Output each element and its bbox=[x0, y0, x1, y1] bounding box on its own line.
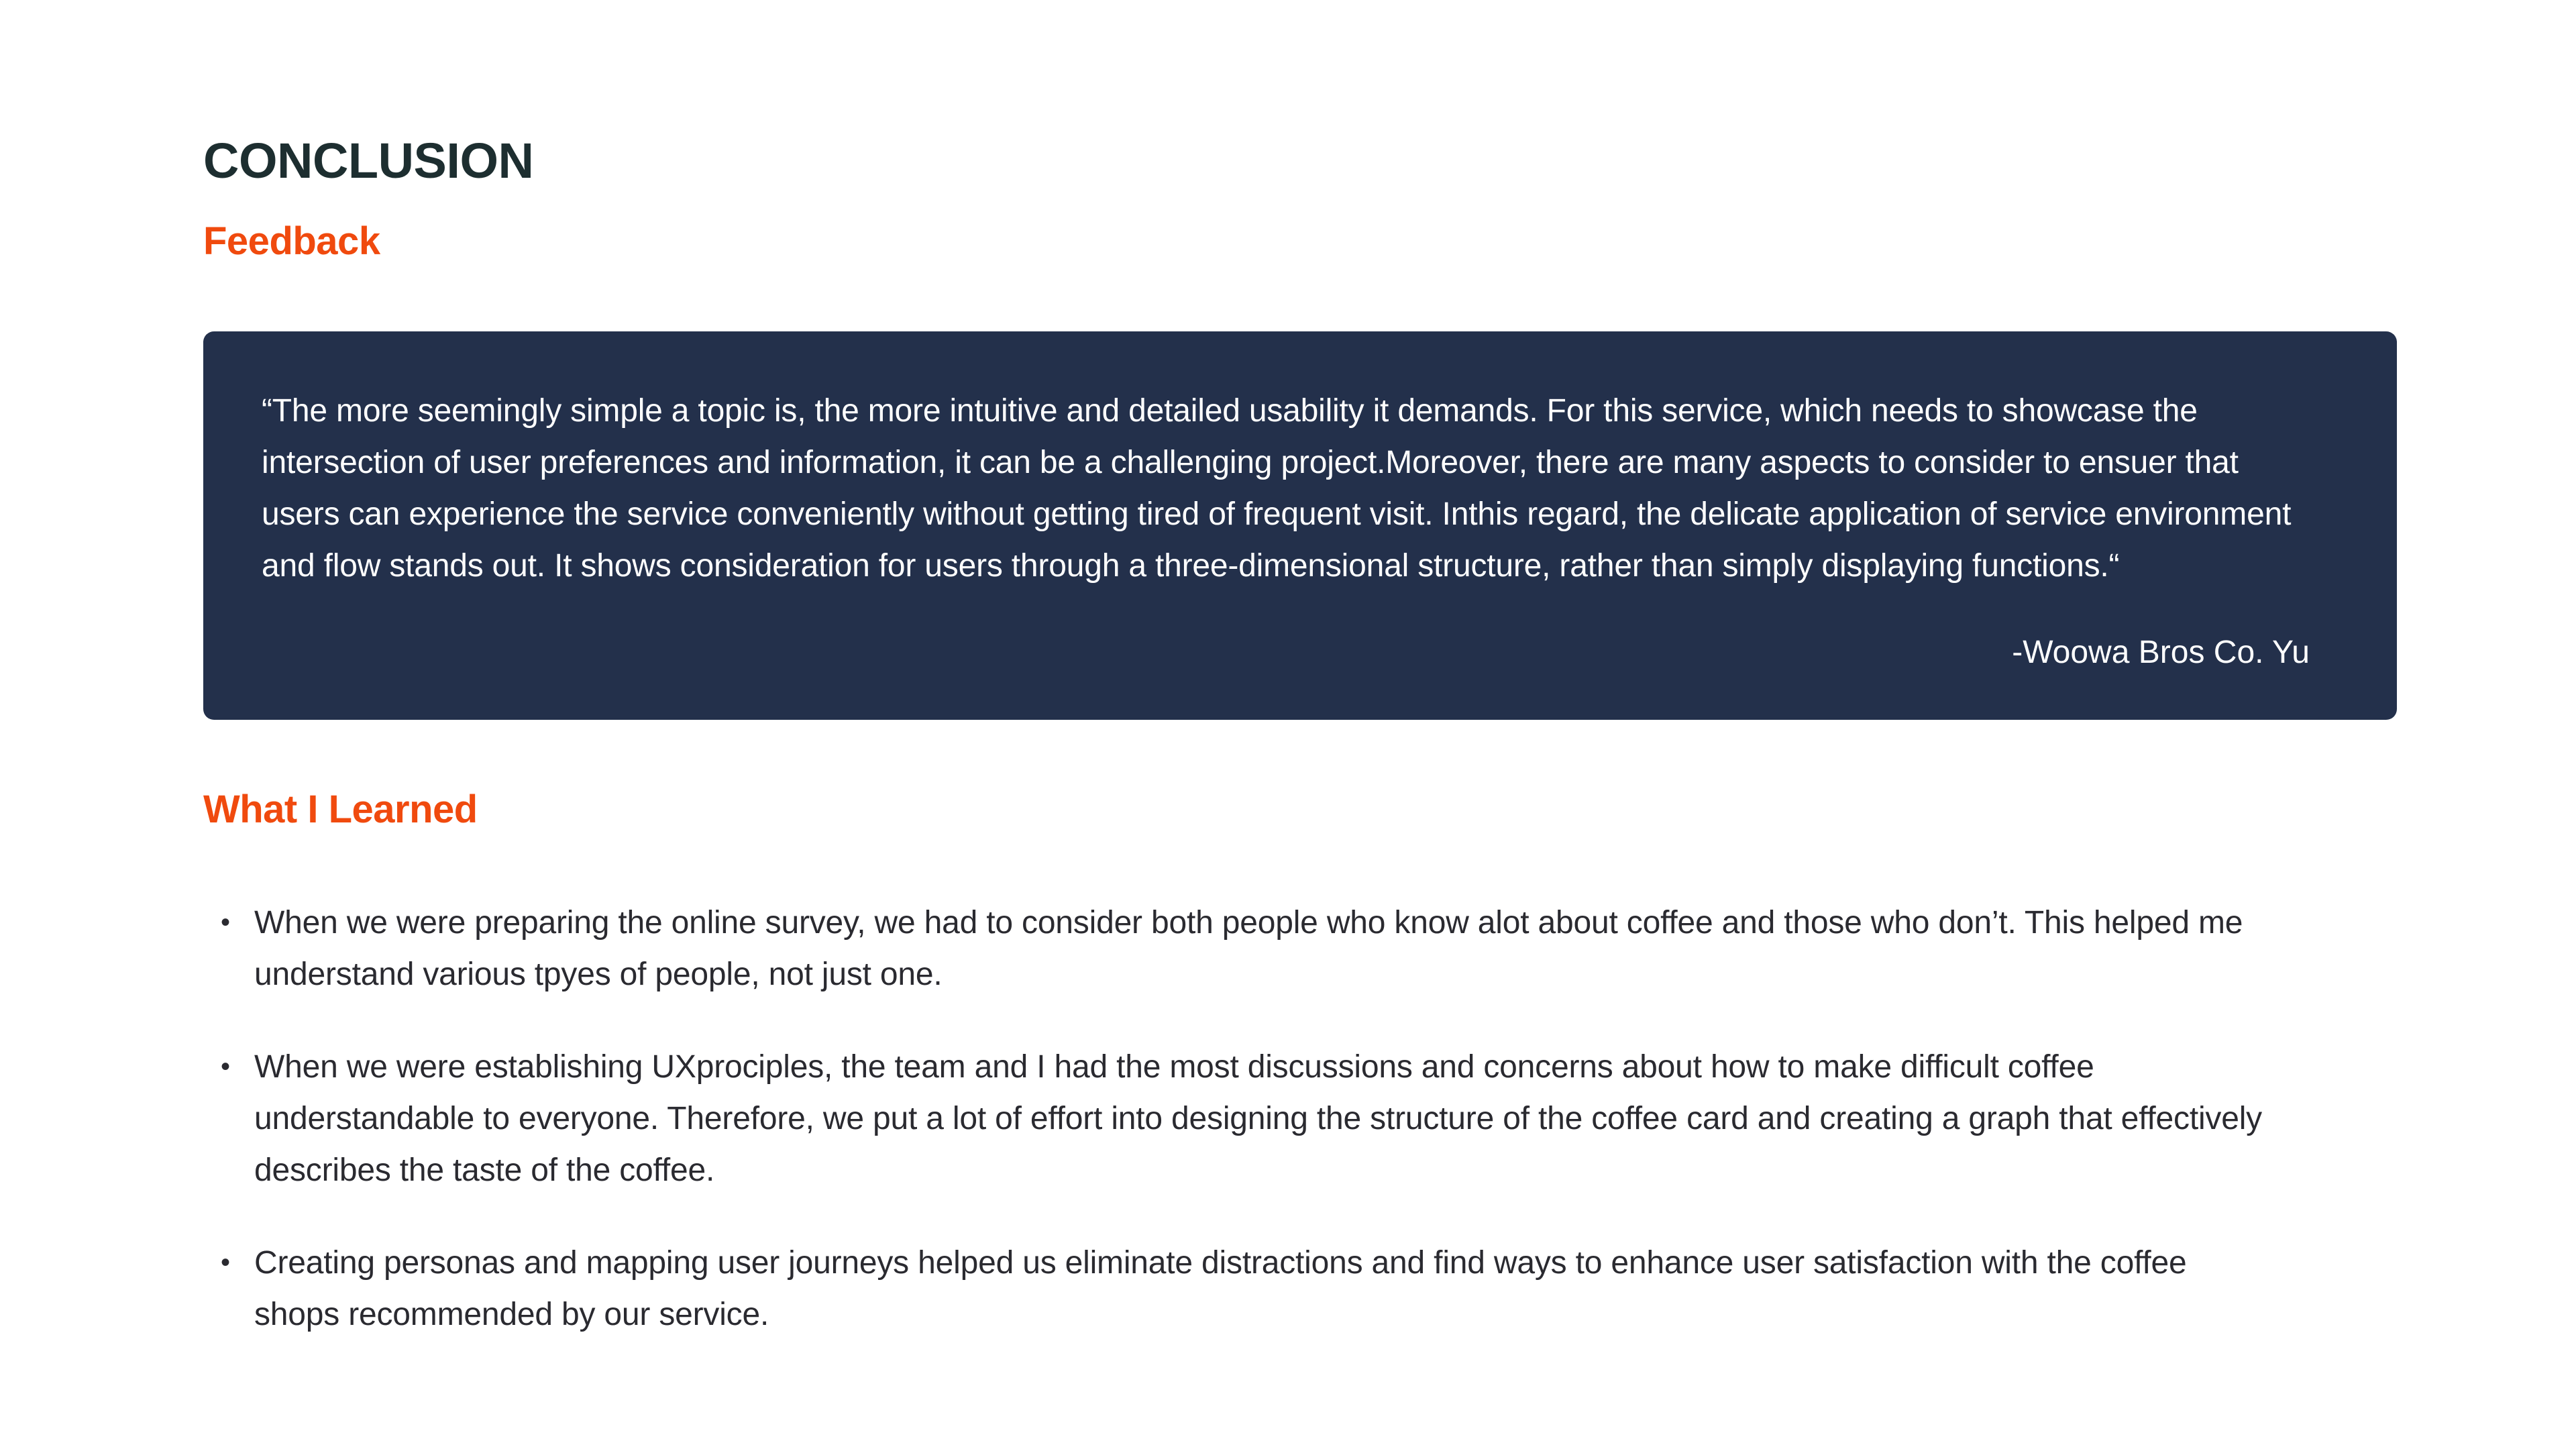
feedback-quote-box bbox=[203, 331, 2397, 720]
bullet-icon: • bbox=[221, 1248, 230, 1277]
conclusion-section bbox=[203, 127, 2397, 1381]
feedback-quote-text: “The more seemingly simple a topic is, the more intuitive and detailed usability it demands. For this service, which needs to showcase the intersection of user preferences and information, it can be a challenging project.Moreover, there are many aspects to consider to ensuer that users can experience the service conveniently without getting tired of frequent visit. Inthis regard, the delicate application of service environment and flow stands out. It shows consideration for users through a three-dimensional structure, rather than simply displaying functions.“ bbox=[262, 393, 2292, 584]
feedback-heading: Feedback bbox=[203, 219, 380, 263]
page-title: CONCLUSION bbox=[203, 133, 534, 189]
list-item-text: Creating personas and mapping user journeys helped us eliminate distractions and find ways to enhance user satisfaction with the coffee shops recommended by our service. bbox=[254, 1245, 2187, 1332]
what-i-learned-heading: What I Learned bbox=[203, 788, 478, 831]
learned-list bbox=[203, 897, 2269, 1340]
list-item bbox=[203, 1041, 2269, 1196]
feedback-quote-author: -Woowa Bros Co. Yu bbox=[2012, 635, 2310, 670]
list-item-text: When we were preparing the online survey, we had to consider both people who know alot about coffee and those who don’t. This helped me understand various tpyes of people, not just one. bbox=[254, 905, 2243, 992]
list-item bbox=[203, 1237, 2269, 1340]
list-item bbox=[203, 897, 2269, 1000]
bullet-icon: • bbox=[221, 908, 230, 937]
list-item-text: When we were establishing UXprociples, the team and I had the most discussions and concerns about how to make difficult coffee understandable to everyone. Therefore, we put a lot of effort into designing the structure of the coffee card and creating a graph that effectively describes the taste of the coffee. bbox=[254, 1049, 2262, 1188]
bullet-icon: • bbox=[221, 1052, 230, 1081]
